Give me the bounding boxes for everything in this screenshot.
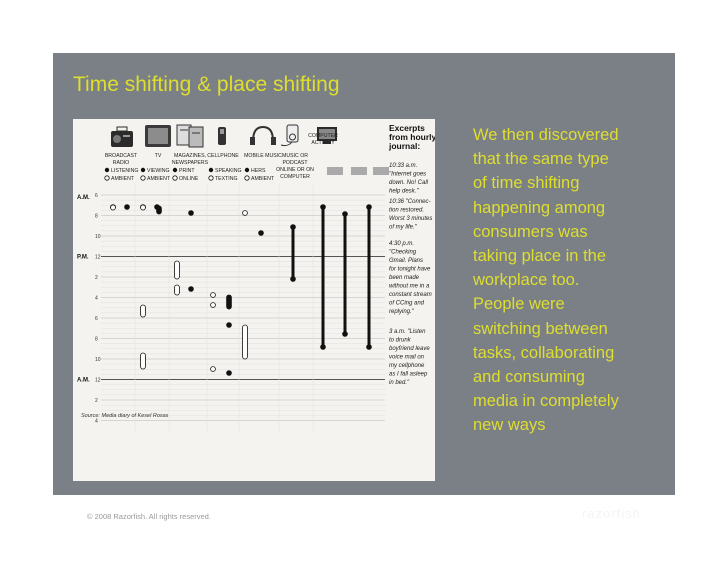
body-line: switching between [473,319,608,338]
legend-filled-dot [105,168,109,172]
legend-open-dot [105,176,109,180]
legend-filled-label: PRINT [179,168,195,174]
filled-dot [343,332,348,337]
open-dot [211,367,216,372]
legend-open-dot [141,176,145,180]
hour-tick-label: 2 [95,275,98,281]
legend-filled-dot [141,168,145,172]
body-line: and consuming [473,368,585,387]
body-line: We then discovered [473,126,619,144]
journal-excerpt-line: of CCing and [389,300,425,307]
pm-label: P.M. [77,254,89,261]
body-line: workplace too. [473,271,580,290]
open-bar [243,325,248,359]
journal-excerpt-line: to drunk [389,337,411,344]
category-label: BROADCAST [104,153,138,159]
filled-dot [367,345,372,350]
excerpts-title: from hourly [389,132,435,142]
open-bar [141,305,146,317]
radio-icon [111,127,133,147]
category-label: PODCAST [282,160,308,166]
legend-open-label: AMBIENT [147,176,171,182]
hour-tick-label: 8 [95,336,98,343]
filled-dot [227,323,232,328]
category-label: COMPUTER [308,133,338,139]
journal-excerpt-line: Gmail. Plans [389,258,424,264]
journal-excerpt-line: without me in a [389,283,430,290]
journal-excerpt-line: for tonight have [389,266,431,273]
cellphone-icon [218,127,226,145]
ipod-icon [281,125,298,146]
filled-dot [291,277,296,282]
filled-bar [157,206,162,214]
category-label: NEWSPAPERS [171,160,209,166]
body-line: tasks, collaborating [473,343,615,362]
filled-dot [259,231,264,236]
filled-dot [125,205,130,210]
tv-icon [145,125,171,147]
legend-open-dot [245,176,249,180]
media-diary-chart [73,119,435,481]
filled-dot [189,287,194,292]
body-line: People were [473,295,565,314]
journal-excerpt-line: constant stream [389,292,432,298]
category-label: RADIO [112,160,130,166]
activity-box [373,167,389,175]
category-label: MUSIC OR [282,153,308,159]
category-label: ACTIVITY [311,140,335,146]
hour-tick-label: 2 [95,398,98,404]
filled-dot [291,225,296,230]
filled-dot [367,205,372,210]
body-line: taking place in the [473,247,607,266]
am-label: A.M. [77,195,90,201]
headphones-icon [250,127,276,145]
category-label: TV [154,153,162,159]
category-label: CELLPHONE [207,153,239,159]
hour-tick-label: 4 [95,418,98,425]
open-dot [211,303,216,308]
journal-excerpt-line: 3 a.m. "Listen [389,329,426,335]
legend-filled-dot [173,168,177,172]
open-bar [141,353,146,369]
legend-filled-label: HERS [251,168,266,174]
body-text [473,123,663,438]
legend-open-label: AMBIENT [111,176,135,182]
activity-box [327,167,343,175]
am-label: A.M. [77,377,90,384]
excerpts-title: journal: [389,141,421,151]
category-label: MOBILE MUSIC [244,153,282,159]
journal-excerpt-line: boyfriend leave [389,346,430,352]
journal-excerpt-line: voice mail on [389,354,425,361]
body-line: new ways [473,416,546,435]
open-bar [175,261,180,279]
journal-excerpt-line: "Checking [389,249,417,256]
journal-excerpt-line: 10:33 a.m. [389,163,418,169]
legend-filled-label: VIEWING [147,168,170,174]
legend-filled-dot [209,168,213,172]
hour-tick-label: 4 [95,295,98,302]
hour-tick-label: 10 [95,234,101,240]
hour-tick-label: 12 [95,254,101,261]
legend-open-label: TEXTING [215,176,238,182]
hour-tick-label: 6 [95,316,98,322]
journal-excerpt-line: my cellphone [389,363,425,369]
filled-bar [227,295,232,309]
journal-excerpt-line: as I fall asleep [389,371,428,378]
body-line: of time shifting [473,174,580,193]
journal-excerpt-line: in bed." [389,380,410,386]
hour-tick-label: 6 [95,193,98,199]
legend-open-label: ONLINE [179,176,199,182]
legend-open-dot [209,176,213,180]
legend-open-dot [173,176,177,180]
hour-tick-label: 8 [95,213,98,220]
journal-excerpt-line: been made [389,275,420,281]
body-line: consumers was [473,222,588,241]
journal-excerpt-line: 4:30 p.m. [389,241,415,247]
open-bar [111,205,116,210]
magazine-icon [177,125,203,147]
open-dot [243,211,248,216]
journal-excerpt-line: Worst 3 minutes [389,216,433,222]
journal-excerpt-line: tion restored. [389,207,425,214]
category-label: COMPUTER [280,174,310,180]
body-line: that the same type [473,150,609,169]
filled-dot [227,371,232,376]
excerpts-title: Excerpts [389,123,425,133]
journal-excerpt-line: 10:36 "Connec- [389,199,431,205]
journal-excerpt-line: down. No! Call [389,180,429,186]
journal-excerpt-line: help desk." [389,188,419,195]
media-diary-figure [73,119,435,481]
filled-dot [343,212,348,217]
legend-filled-label: LISTENING [111,168,139,174]
legend-filled-label: SPEAKING [215,168,242,174]
category-label: MAGAZINES, [174,153,206,159]
activity-box [351,167,367,175]
filled-dot [189,211,194,216]
journal-excerpt-line: replying." [389,309,414,315]
body-line: happening among [473,198,606,217]
filled-dot [321,345,326,350]
open-dot [211,293,216,298]
legend-open-label: AMBIENT [251,176,275,182]
legend-filled-dot [245,168,249,172]
figure-source: Source: Media diary of Kesel Rosas [81,413,169,419]
hour-tick-label: 12 [95,377,101,384]
copyright-notice: © 2008 Razorfish. All rights reserved. [87,512,211,521]
body-line: media in completely [473,392,619,411]
filled-dot [321,205,326,210]
category-label: ONLINE OR ON [276,167,314,173]
open-bar [141,205,146,210]
journal-excerpt-line: "Internet goes [389,171,427,178]
slide-title: Time shifting & place shifting [73,73,340,96]
razorfish-logo: razorfish [582,506,641,521]
journal-excerpt-line: of my life." [389,224,417,231]
slide [53,53,675,521]
hour-tick-label: 10 [95,357,101,363]
open-bar [175,285,180,295]
